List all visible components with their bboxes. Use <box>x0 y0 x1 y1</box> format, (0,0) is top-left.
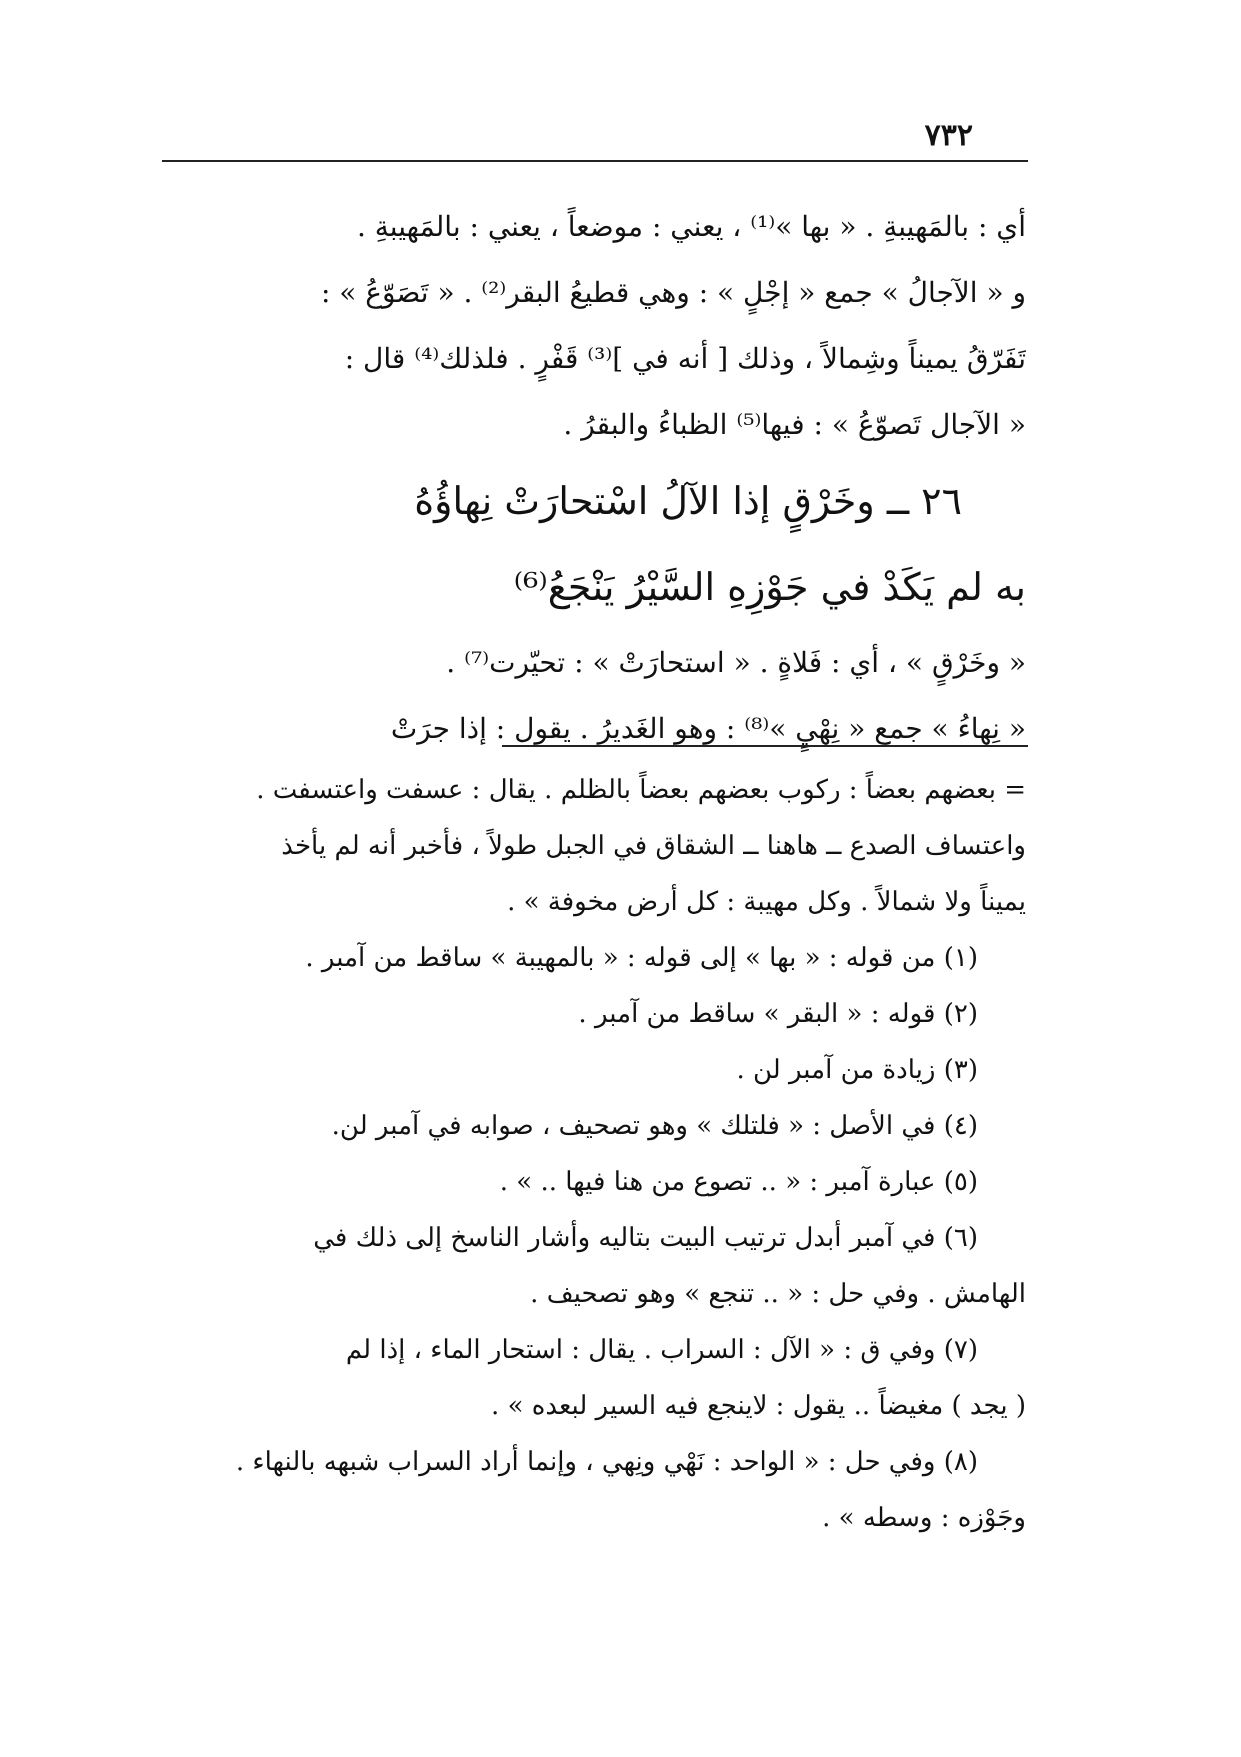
commentary-line: « وخَرْقٍ » ، أي : فَلاةٍ . « استحارَتْ » : تحيّرت⁽⁷⁾ . <box>446 646 1026 679</box>
commentary-line: تَفَرّقُ يميناً وشِمالاً ، وذلك [ أنه في ]⁽³⁾ قَفْرٍ . فلذلك⁽⁴⁾ قال : <box>344 342 1026 375</box>
verse-line-first-hemistich: ٢٦ ــ وخَرْقٍ إذا الآلُ اسْتحارَتْ نِهاؤُهُ <box>414 479 962 523</box>
footnote-continuation: واعتساف الصدع ــ هاهنا ــ الشقاق في الجبل طولاً ، فأخبر أنه لم يأخذ <box>281 831 1026 861</box>
footnote-8: (٨) وفي حل : « الواحد : نَهْي ونِهي ، وإنما أراد السراب شبهه بالنهاء . <box>235 1447 978 1477</box>
footnote-4: (٤) في الأصل : « فلتلك » وهو تصحيف ، صوابه في آمبر لن. <box>331 1111 978 1141</box>
footnotes <box>160 762 1026 1546</box>
footnote-continuation: = بعضهم بعضاً : ركوب بعضهم بعضاً بالظلم . يقال : عسفت واعتسفت . <box>256 775 1026 805</box>
main-text <box>160 194 1026 762</box>
footnotes-rule <box>502 745 1028 747</box>
footnote-1: (١) من قوله : « بها » إلى قوله : « بالمهيبة » ساقط من آمبر . <box>305 943 978 973</box>
verse-line-second-hemistich: به لم يَكَدْ في جَوْزِهِ السَّيْرُ يَنْجَعُ⁽⁶⁾ <box>513 565 1026 609</box>
page-number: ٧٣٢ <box>924 118 973 153</box>
footnote-6-continuation: الهامش . وفي حل : « .. تنجع » وهو تصحيف . <box>530 1279 1026 1309</box>
commentary-line: « نِهاءُ » جمع « نِهْيٍ »⁽⁸⁾ : وهو الغَديرُ . يقول : إذا جرَتْ <box>390 712 1026 745</box>
footnote-3: (٣) زيادة من آمبر لن . <box>736 1055 978 1085</box>
footnote-5: (٥) عبارة آمبر : « .. تصوع من هنا فيها .. » . <box>499 1167 978 1197</box>
footnote-7-continuation: ( يجد ) مغيضاً .. يقول : لاينجع فيه السير لبعده » . <box>491 1391 1026 1421</box>
footnote-2: (٢) قوله : « البقر » ساقط من آمبر . <box>578 999 978 1029</box>
footnote-6: (٦) في آمبر أبدل ترتيب البيت بتاليه وأشار الناسخ إلى ذلك في <box>313 1223 978 1253</box>
footnote-continuation: يميناً ولا شمالاً . وكل مهيبة : كل أرض مخوفة » . <box>507 887 1026 917</box>
commentary-line: أي : بالمَهيبةِ . « بها »⁽¹⁾ ، يعني : موضعاً ، يعني : بالمَهيبةِ . <box>356 210 1026 243</box>
header-rule <box>162 160 1028 162</box>
footnote-7: (٧) وفي ق : « الآل : السراب . يقال : استحار الماء ، إذا لم <box>345 1335 978 1365</box>
commentary-line: و « الآجالُ » جمع « إجْلٍ » : وهي قطيعُ البقر⁽²⁾ . « تَصَوّعُ » : <box>320 276 1026 309</box>
commentary-line: « الآجال تَصوّعُ » : فيها⁽⁵⁾ الظباءُ والبقرُ . <box>563 408 1026 441</box>
footnote-8-continuation: وجَوْزه : وسطه » . <box>822 1503 1026 1533</box>
